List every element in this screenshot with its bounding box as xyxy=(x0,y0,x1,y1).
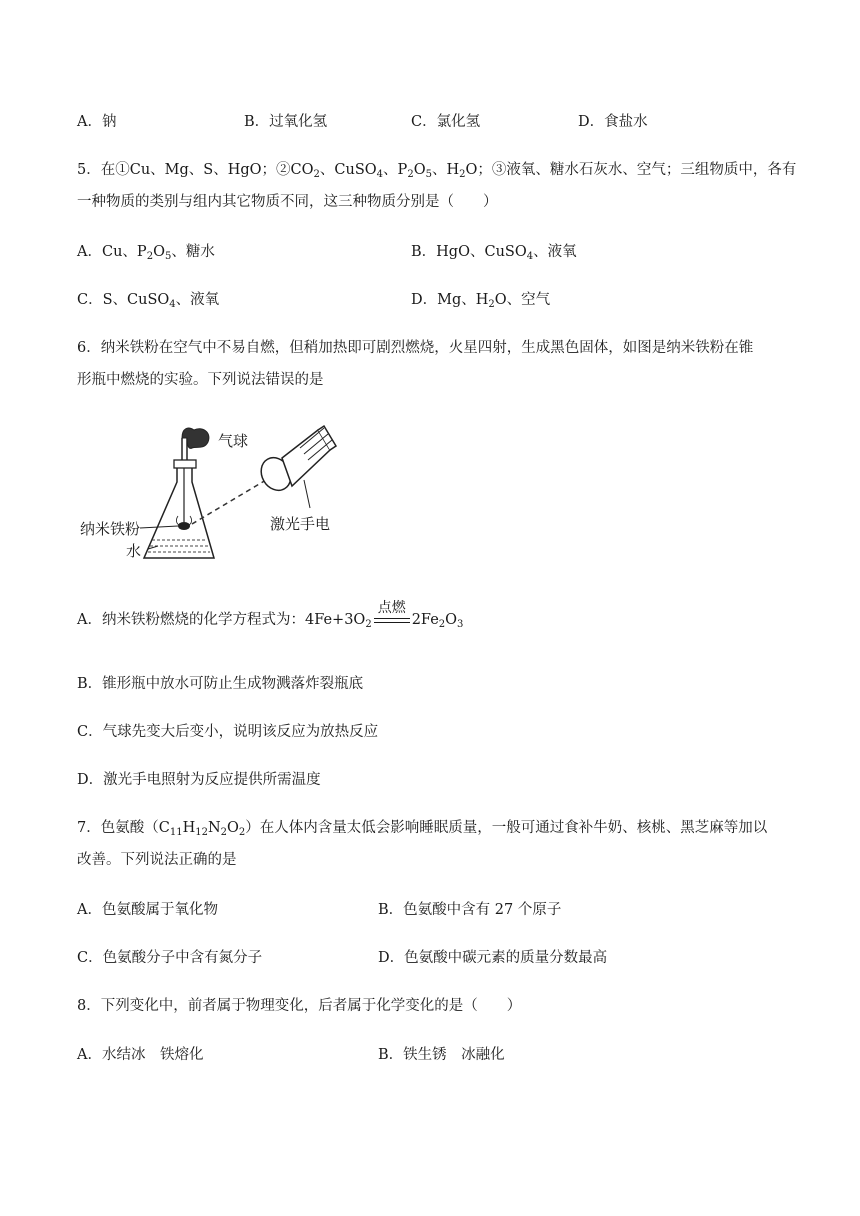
q4-option-b: B．过氧化氢 xyxy=(244,114,328,130)
balloon-icon xyxy=(182,428,209,448)
q8-stem-line1: 8．下列变化中，前者属于物理变化，后者属于化学变化的是（ ） xyxy=(77,998,522,1014)
q7-stem-line1: 7．色氨酸$(C_{11}H_{12}N_2O_2)$在人体内含量太低会影响睡眠质量，一般可通过食补牛奶、核桃、黑芝麻等加以 xyxy=(77,820,768,838)
flashlight-icon xyxy=(255,426,336,496)
label-water: 水 xyxy=(126,542,142,560)
q5-option-a: A．Cu、$P_2O_5$、糖水 xyxy=(77,244,215,262)
q7-option-b: B．色氨酸中含有 27 个原子 xyxy=(378,902,562,918)
experiment-figure xyxy=(78,420,368,574)
q6-stem-line2: 形瓶中燃烧的实验。下列说法错误的是 xyxy=(77,372,324,388)
q5-option-c: C．S、CuSO$_4$、液氧 xyxy=(77,292,220,310)
stopper xyxy=(174,460,196,468)
q6-option-c: C．气球先变大后变小，说明该反应为放热反应 xyxy=(77,724,379,740)
q5-option-d: D．Mg、$H_2O$、空气 xyxy=(411,292,551,310)
q5-option-b: B．HgO、CuSO$_4$、液氧 xyxy=(411,244,577,262)
q6-option-d: D．激光手电照射为反应提供所需温度 xyxy=(77,772,321,788)
reaction-condition: 点燃 xyxy=(374,610,410,630)
label-flashlight: 激光手电 xyxy=(270,515,331,533)
q7-option-a: A．色氨酸属于氧化物 xyxy=(77,902,218,918)
q7-stem-line2: 改善。下列说法正确的是 xyxy=(77,852,237,868)
q4-option-d: D．食盐水 xyxy=(578,114,648,130)
q6-option-b: B．锥形瓶中放水可防止生成物溅落炸裂瓶底 xyxy=(77,676,364,692)
conical-flask xyxy=(144,468,214,558)
q5-stem-line2: 一种物质的类别与组内其它物质不同，这三种物质分别是（ ） xyxy=(77,194,498,210)
label-iron-powder: 纳米铁粉 xyxy=(80,520,141,538)
q5-stem-line1: 5．在①Cu、Mg、S、HgO；$②CO_2$、CuSO$_4$、$P_2O_5$、$H_2O$；③液氧、糖水石灰水、空气；三组物质中，各有 xyxy=(77,162,797,180)
laser-beam xyxy=(192,480,266,524)
q7-option-d: D．色氨酸中碳元素的质量分数最高 xyxy=(378,950,608,966)
q7-option-c: C．色氨酸分子中含有氮分子 xyxy=(77,950,263,966)
label-balloon: 气球 xyxy=(218,432,249,450)
q6-stem-line1: 6．纳米铁粉在空气中不易自燃，但稍加热即可剧烈燃烧，火星四射，生成黑色固体，如图是纳米铁粉在锥 xyxy=(77,340,754,356)
q6-option-a: A．纳米铁粉燃烧的化学方程式为：$4Fe+3O_2$ 点燃 $2Fe_2O_3$ xyxy=(77,600,464,630)
q4-option-c: C．氯化氢 xyxy=(411,114,481,130)
q8-option-a: A．水结冰 铁熔化 xyxy=(77,1047,204,1063)
q4-option-a: A．钠 xyxy=(77,114,117,130)
q8-option-b: B．铁生锈 冰融化 xyxy=(378,1047,505,1063)
